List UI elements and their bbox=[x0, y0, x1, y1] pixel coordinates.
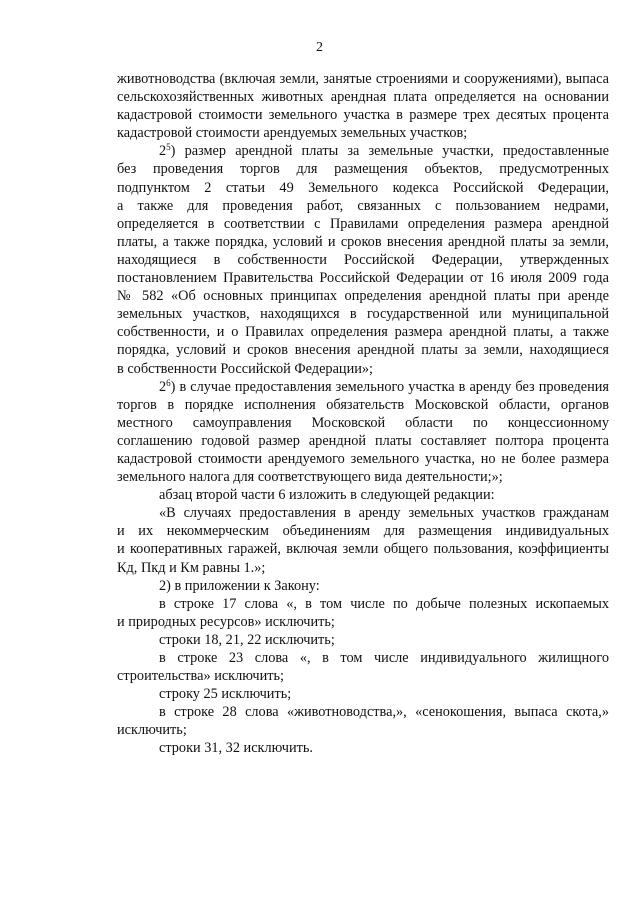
text-line bbox=[117, 396, 609, 414]
text-line bbox=[117, 142, 609, 160]
text-line bbox=[117, 649, 609, 667]
line-text: земельных участков, находящихся в государственной или муниципальной bbox=[117, 306, 609, 323]
text-line bbox=[117, 269, 609, 287]
text-line bbox=[117, 124, 609, 142]
text-line bbox=[117, 287, 609, 305]
line-text: в строке 23 слова «, в том числе индивидуального жилищного bbox=[159, 650, 609, 666]
text-line bbox=[117, 703, 609, 721]
text-line bbox=[117, 341, 609, 359]
line-text: в строке 17 слова «, в том числе по добыче полезных ископаемых bbox=[159, 595, 609, 612]
text-line bbox=[117, 360, 609, 378]
line-text: ) размер арендной платы за земельные участки, предоставленные bbox=[170, 143, 609, 160]
text-line bbox=[117, 631, 609, 649]
line-text: подпунктом 2 статьи 49 Земельного кодекса Российской Федерации, bbox=[117, 179, 609, 196]
text-line bbox=[117, 468, 609, 486]
text-line bbox=[117, 540, 609, 558]
line-text: и кооперативных гаражей, включая земли общего пользования, коэффициенты bbox=[117, 541, 609, 558]
line-text: постановлением Правительства Российской Федерации от 16 июля 2009 года bbox=[117, 270, 609, 287]
text-line bbox=[117, 378, 609, 396]
line-text: ) в случае предоставления земельного участка в аренду без проведения bbox=[170, 378, 609, 395]
line-text: кадастровой стоимости арендуемых земельных участков; bbox=[117, 125, 468, 142]
line-text: исключить; bbox=[117, 722, 187, 739]
line-text: а также для проведения работ, связанных с пользованием недрами, bbox=[117, 197, 609, 214]
line-text: сельскохозяйственных животных арендная плата определяется на основании bbox=[117, 89, 609, 106]
text-line bbox=[117, 305, 609, 323]
text-line bbox=[117, 559, 609, 577]
line-text: и их некоммерческим объединениям для размещения индивидуальных bbox=[117, 523, 609, 540]
text-line bbox=[117, 613, 609, 631]
line-text: порядка, условий и сроков внесения арендной платы за земли, находящиеся bbox=[117, 342, 609, 359]
line-text: строки 31, 32 исключить. bbox=[159, 740, 313, 757]
text-line bbox=[117, 160, 609, 178]
line-text: местного самоуправления Московской области по концессионному bbox=[117, 414, 609, 431]
text-line bbox=[117, 197, 609, 215]
line-text: 2) в приложении к Закону: bbox=[159, 577, 320, 594]
line-text: строку 25 исключить; bbox=[159, 686, 292, 703]
text-line bbox=[117, 414, 609, 432]
line-text: в собственности Российской Федерации»; bbox=[117, 360, 373, 377]
line-text: животноводства (включая земли, занятые строениями и сооружениями), выпаса bbox=[117, 71, 609, 87]
item-number: $2^6$ bbox=[159, 377, 171, 395]
text-line bbox=[117, 88, 609, 106]
text-line bbox=[117, 486, 609, 504]
line-text: собственности, и о Правилах определения размера арендной платы, а также bbox=[117, 324, 609, 341]
document-body bbox=[117, 70, 609, 758]
text-line bbox=[117, 106, 609, 124]
page-number: 2 bbox=[316, 40, 323, 55]
text-line bbox=[117, 667, 609, 685]
item-superscript: 5 bbox=[166, 142, 171, 153]
text-line bbox=[117, 233, 609, 251]
text-line bbox=[117, 179, 609, 197]
line-text: платы, а также порядка, условий и сроков внесения арендной платы за земли, bbox=[117, 233, 609, 250]
line-text: кадастровой стоимости земельного участка в размере трех десятых процента bbox=[117, 107, 609, 124]
line-text: земельного налога для соответствующего вида деятельности;»; bbox=[117, 469, 503, 486]
line-text: соглашению годовой размер арендной платы составляет полтора процента bbox=[117, 432, 609, 449]
text-line bbox=[117, 685, 609, 703]
line-text: торгов в порядке исполнения обязательств Московской области, органов bbox=[117, 396, 609, 413]
text-line bbox=[117, 450, 609, 468]
text-line bbox=[117, 721, 609, 739]
text-line bbox=[117, 70, 609, 88]
text-line bbox=[117, 595, 609, 613]
line-text: строки 18, 21, 22 исключить; bbox=[159, 631, 335, 648]
line-text: абзац второй части 6 изложить в следующей редакции: bbox=[159, 487, 495, 504]
line-text: кадастровой стоимости арендуемого земельного участка, но не более размера bbox=[117, 450, 609, 467]
line-text: «В случаях предоставления в аренду земельных участков гражданам bbox=[159, 505, 609, 522]
item-number: $2^5$ bbox=[159, 142, 171, 160]
line-text: строительства» исключить; bbox=[117, 668, 284, 685]
line-text: определяется в соответствии с Правилами определения размера арендной bbox=[117, 215, 609, 232]
text-line bbox=[117, 739, 609, 757]
line-text: Кд, Пкд и Км равны 1.»; bbox=[117, 559, 266, 576]
item-superscript: 6 bbox=[166, 377, 171, 388]
text-line bbox=[117, 215, 609, 233]
line-text: и природных ресурсов» исключить; bbox=[117, 613, 335, 630]
text-line bbox=[117, 522, 609, 540]
text-line bbox=[117, 504, 609, 522]
text-line bbox=[117, 323, 609, 341]
line-text: в строке 28 слова «животноводства,», «сенокошения, выпаса скота,» bbox=[159, 704, 609, 721]
line-text: без проведения торгов для размещения объектов, предусмотренных bbox=[117, 161, 609, 178]
line-text: № 582 «Об основных принципах определения арендной платы при аренде bbox=[117, 288, 609, 305]
text-line bbox=[117, 432, 609, 450]
text-line bbox=[117, 577, 609, 595]
line-text: находящиеся в собственности Российской Федерации, утвержденных bbox=[117, 251, 609, 268]
text-line bbox=[117, 251, 609, 269]
